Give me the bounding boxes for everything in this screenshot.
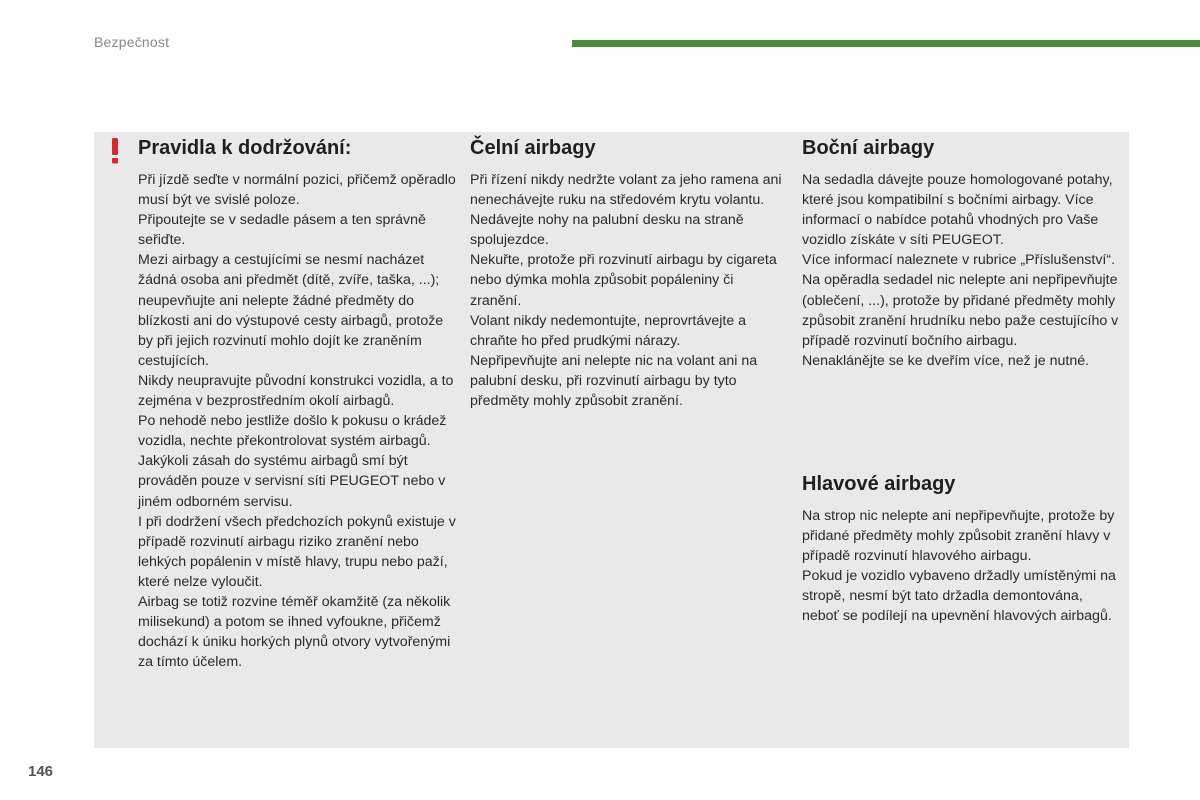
paragraph: Nepřipevňujte ani nelepte nic na volant ani na palubní desku, při rozvinutí airbagu by tyto předměty mohly způsobit zranění. [470, 352, 758, 410]
paragraph: I při dodržení všech předchozích pokynů existuje v případě rozvinutí airbagu riziko zranění nebo lehkých popálenin v místě hlavy, trupu nebo paží, které nelze vyloučit. [138, 513, 456, 590]
page-number: 146 [28, 763, 54, 780]
paragraph: Airbag se totiž rozvine téměř okamžitě (za několik milisekund) a potom se ihned vyfoukne, přičemž dochází k úniku horkých plynů otvory vytvořenými za tímto účelem. [138, 593, 451, 671]
paragraph: Nedávejte nohy na palubní desku na straně spolujezdce. [470, 212, 744, 249]
paragraph: Volant nikdy nedemontujte, neprovrtávejte a chraňte ho před prudkými nárazy. [470, 312, 747, 349]
paragraph: Jakýkoli zásah do systému airbagů smí být prováděn pouze v servisní síti PEUGEOT nebo v jiném odborném servisu. [138, 453, 446, 510]
curtain-airbags-heading: Hlavové airbagy [802, 473, 956, 495]
side-airbags-column [802, 136, 1120, 371]
header-accent-bar [572, 40, 1200, 47]
paragraph: Na strop nic nelepte ani nepřipevňujte, protože by přidané předměty mohly způsobit zranění hlavy v případě rozvinutí hlavového airbagu. [802, 508, 1115, 565]
paragraph: Mezi airbagy a cestujícími se nesmí nacházet žádná osoba ani předmět (dítě, zvíře, taška, ...); neupevňujte ani nelepte žádné předměty do blízkosti ani do výstupové cesty airbagů, protože by při jejich rozvinutí mohlo dojít ke zraněním cestujících. [138, 252, 444, 369]
paragraph: Nenaklánějte se ke dveřím více, než je nutné. [802, 352, 1090, 369]
paragraph: Po nehodě nebo jestliže došlo k pokusu o krádež vozidla, nechte překontrolovat systém airbagů. [138, 413, 447, 450]
paragraph: Nikdy neupravujte původní konstrukci vozidla, a to zejména v bezprostředním okolí airbagů. [138, 372, 454, 410]
side-airbags-heading: Boční airbagy [802, 137, 935, 159]
paragraph: Při jízdě seďte v normální pozici, přičemž opěradlo musí být ve svislé poloze. [138, 172, 456, 209]
rules-heading: Pravidla k dodržování: [138, 137, 352, 159]
paragraph: Při řízení nikdy nedržte volant za jeho ramena ani nenechávejte ruku na středovém krytu volantu. [470, 172, 782, 209]
paragraph: Na opěradla sedadel nic nelepte ani nepřipevňujte (oblečení, ...), protože by přidané předměty mohly způsobit zranění hrudníku nebo paže cestujícího v případě rozvinutí bočního airbagu. [802, 272, 1119, 349]
section-label: Bezpečnost [94, 34, 170, 50]
curtain-airbags-column [802, 472, 1120, 627]
paragraph: Připoutejte se v sedadle pásem a ten správně seřiďte. [138, 212, 426, 249]
paragraph: Pokud je vozidlo vybaveno držadly umístěnými na stropě, nesmí být tato držadla demontována, neboť se podílejí na upevnění hlavových airbagů. [802, 568, 1116, 625]
exclamation-icon [106, 136, 124, 166]
front-airbags-column [470, 136, 788, 411]
front-airbags-heading: Čelní airbagy [470, 137, 596, 159]
paragraph: Více informací naleznete v rubrice „Příslušenství“. [802, 252, 1116, 269]
rules-column [138, 136, 456, 672]
paragraph: Nekuřte, protože při rozvinutí airbagu by cigareta nebo dýmka mohla způsobit popáleniny či zranění. [470, 252, 777, 309]
paragraph: Na sedadla dávejte pouze homologované potahy, které jsou kompatibilní s bočními airbagy. Více informací o nabídce potahů vhodných pro Vaše vozidlo získáte v síti PEUGEOT. [802, 172, 1113, 249]
